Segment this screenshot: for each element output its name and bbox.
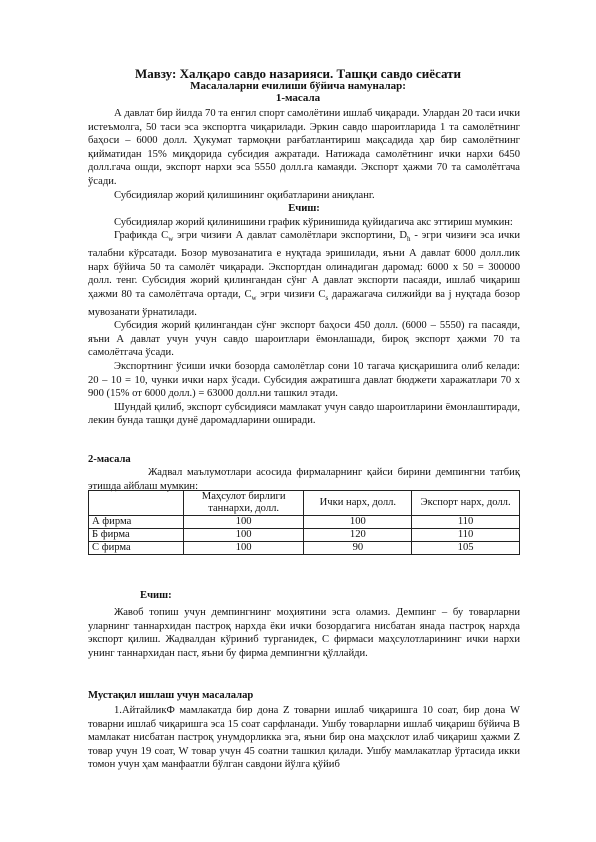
problem2-intro: Жадвал маълумотлари асосида фирмаларнинг қайси бирини демпингни татбиқ этишда айблаш мумкин: — [88, 467, 520, 492]
problem1-solution-label: Ечиш: — [288, 203, 320, 215]
independent-text: 1.АйтайликФ мамлакатда бир дона Z товарни ишлаб чиқаришга 10 соат, бир дона W товарни ишлаб чиқаришга эса 15 соат сарфланади. Ушбу товарларни ишлаб чиқариш бўйича В мамлакат нисбатан пастроқ унумдорликка эга, яъни бир она маҳсклот илаб чиқариш ҳажми Z товар учун 19 соат, W товар учун 45 соатни ташкил қилади. Ушбу мамлакатлар ўртасида икки томон учун ҳам манфаатли бўлган савдони йўлга қўйиб — [88, 705, 520, 771]
problem2-label: 2-масала — [88, 454, 131, 465]
table-cell: 90 — [304, 542, 412, 555]
sol2-sub: h — [406, 235, 411, 244]
independent-title: Мустақил ишлаш учун масалалар — [88, 690, 254, 701]
problem1-sol1: Субсидиялар жорий қилинишини график кўринишида қуйидагича акс эттириш мумкин: — [114, 216, 513, 228]
sol2-part: - эгри чизиғи эса ички талабни кўрсатади. Бозор мувозанатига e нуқтада эришилади, яъни А давлат 6000 долл.лик нарх бўйича 50 та самолёт чиқаради. Экспортдан олинадиган даромад: 6000 х 50 = 300000 долл. тенг. Субсидия жорий қилингандан сўнг А давлат экспорти пасаяди, ишлаб чиқариш ҳажми 80 та самолётгача ортади, С — [88, 230, 521, 300]
problem1-sol3: Субсидия жорий қилингандан сўнг экспорт баҳоси 450 долл. (6000 – 5550) га пасаяди, яъни А давлат учун учун савдо шароитлари ёмонлашади, бироқ экспорт ҳажми 70 та самолётгача ўсади. — [88, 320, 520, 359]
table-cell: 100 — [183, 542, 304, 555]
table-header-cell: Ички нарх, долл. — [304, 491, 412, 516]
table-cell: 110 — [412, 529, 520, 542]
problem1-label: 1-масала — [275, 92, 321, 104]
table-row — [89, 542, 520, 555]
page-title: Мавзу: Халқаро савдо назарияси. Ташқи савдо сиёсати — [134, 66, 462, 81]
table-cell: А фирма — [89, 516, 184, 529]
problem2-solution: Жавоб топиш учун демпингнинг моҳиятини эсга оламиз. Демпинг – бу товарларни уларнинг таннархидан пастроқ нархда ёки ички бозордагига нисбатан янада пастроқ нархда экспорт қилиш. Жадвалдан кўриниб турганидек, С фирмаси маҳсулотларининг ички нархи унинг таннархидан паст, яъни бу фирма демпингни қўллайди. — [88, 607, 520, 659]
table-header-cell — [89, 491, 184, 516]
dumping-table — [88, 490, 520, 555]
table-cell: 100 — [183, 516, 304, 529]
table-cell: 120 — [304, 529, 412, 542]
sol2-sub: w — [251, 293, 257, 302]
sol2-part: эгри чизиғи А давлат самолётлари экспортини, D — [173, 230, 407, 242]
problem1-para2: Субсидиялар жорий қилишининг оқибатларини аниқланг. — [114, 189, 375, 201]
problem1-sol4: Экспортнинг ўсиши ички бозорда самолётлар сони 10 тагача қисқаришига олиб келади: 20 – 10 = 10, чунки ички нарх ўсади. Субсидия ажратишга давлат бюджети харажатлари 70 х 900 (15% от 6000 долл.) = 63000 долл.ни ташкил этади. — [88, 360, 520, 400]
page-subtitle: Масалаларни ечилиши бўйича намуналар: — [190, 80, 406, 92]
sol2-part: Графикда С — [114, 230, 169, 242]
table-row — [89, 529, 520, 542]
table-header-cell: Маҳсулот бирлиги таннархи, долл. — [183, 491, 304, 516]
table-header-row — [89, 491, 520, 516]
problem1-sol5: Шундай қилиб, экспорт субсидияси мамлакат учун савдо шароитларини ёмонлаштиради, лекин бунда ташқи дунё даромадларини оширади. — [88, 401, 520, 427]
table-header-cell: Экспорт нарх, долл. — [412, 491, 520, 516]
sol2-part: даражагача силжийди ва j нуқтада бозор мувозанати ўрнатилади. — [88, 288, 520, 318]
table-cell: 100 — [304, 516, 412, 529]
sol2-sub: s — [325, 293, 329, 302]
table-cell: 100 — [183, 529, 304, 542]
problem1-text — [88, 107, 520, 428]
table-cell: 105 — [412, 542, 520, 555]
sol2-part: эгри чизиғи С — [256, 288, 326, 300]
sol2-sub: w — [168, 235, 174, 244]
table-cell: С фирма — [89, 542, 184, 555]
table-cell: Б фирма — [89, 529, 184, 542]
problem2-solution-label: Ечиш: — [140, 590, 172, 601]
table-row — [89, 516, 520, 529]
problem1-sol2 — [88, 229, 520, 319]
problem1-para1: А давлат бир йилда 70 та енгил спорт самолётини ишлаб чиқаради. Улардан 20 таси ички истеъмолга, 50 таси эса экспортга чиқарилади. Эркин савдо шароитларида 1 та самолётнинг баҳоси – 6000 долл. Ҳукумат тармоқни рағбатлантириш мақсадида ҳар бир самолётнинг қийматидан 15% миқдорида субсидия ажратади. Натижада самолётнинг ички нархи 6450 долл.гача ошди, экспорт нархи эса 5550 долл.га камаяди. Экспорт ҳажми 70 та самолётгача ўсади. — [88, 108, 520, 187]
table-cell: 110 — [412, 516, 520, 529]
